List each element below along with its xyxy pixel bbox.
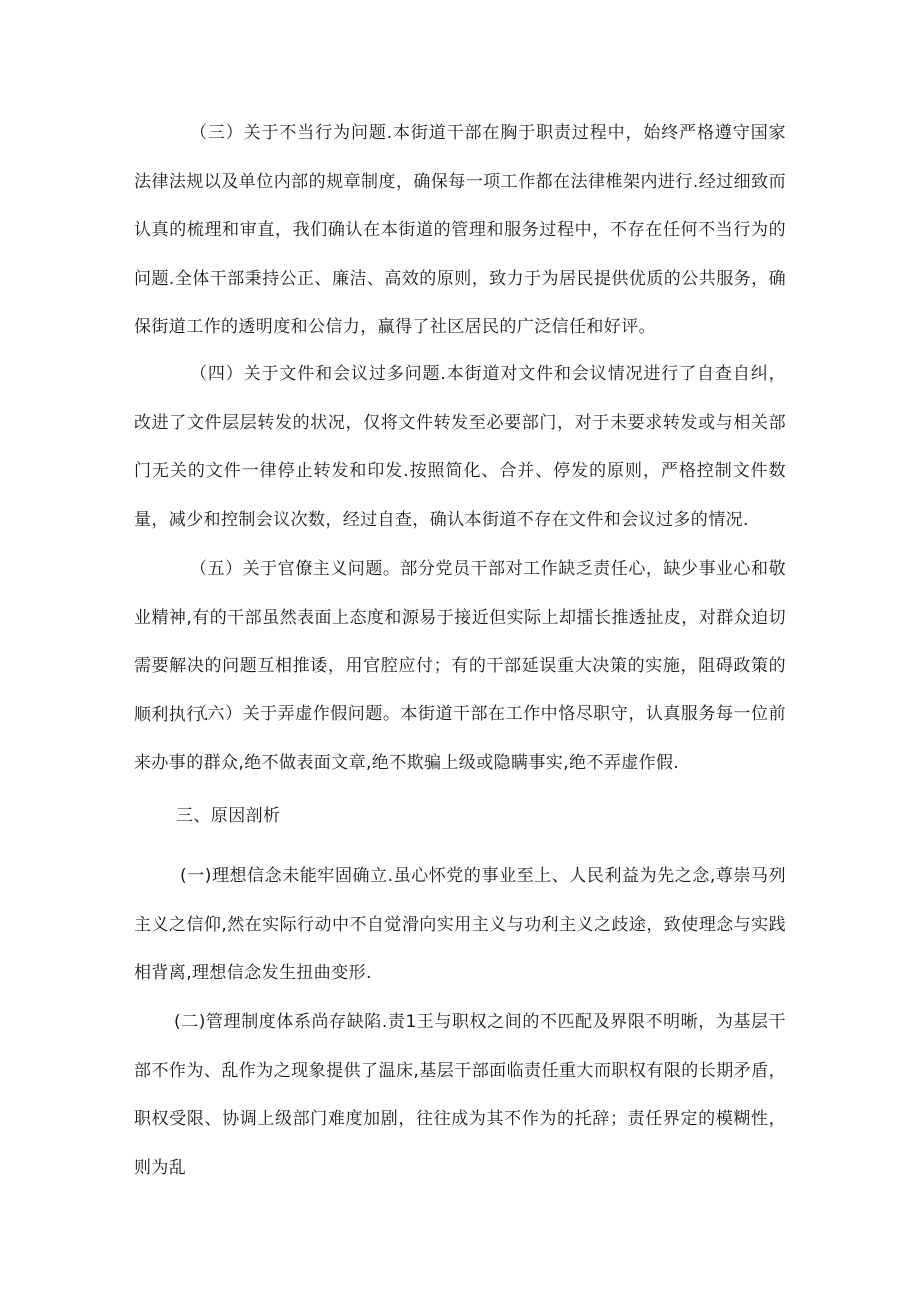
- paragraph-fraud: （六）关于弄虚作假问题。本街道干部在工作中恪尽职守，认真服务每一位前来办事的群众,绝不做表面文章,绝不欺骗上级或隐瞒事实,绝不弄虚作假.: [134, 704, 786, 773]
- paragraph-bureaucracy: （五）关于官僚主义问题。部分党员干部对工作缺乏责任心，缺少事业心和敬业精神,有的干部虽然表面上态度和源易于接近但实际上却擂长推透扯皮，对群众迫切需要解决的问题互相推诿，用官腔应付；有的干部延误重大决策的实施，阻碍政策的顺利执行.: [134, 559, 786, 725]
- section-heading: 三、原因剖析: [176, 806, 281, 826]
- paragraph-management-system: (二)管理制度体系尚存缺陷.责1王与职权之间的不匹配及界限不明晰，为基层干部不作为、乱作为之现象提供了温床,基层干部面临责任重大而职权有限的长期矛盾，职权受限、协调上级部门难度加剧，往往成为其不作为的托辞；责任界定的模糊性，则为乱: [134, 1012, 786, 1178]
- paragraph-improper-conduct: （三）关于不当行为问题.本街道干部在胸于职责过程中，始终严格遵守国家法律法规以及单位内部的规章制度，确保每一项工作都在法律椎架内进行.经过细致而认真的梳理和审直，我们确认在本街道的管理和服务过程中，不存在任何不当行为的问题.全体干部秉持公正、廉洁、高效的原则，致力于为居民提供优质的公共服务，确保街道工作的透明度和公信力，赢得了社区居民的广泛信任和好评。: [134, 123, 786, 338]
- paragraph-documents-meetings: （四）关于文件和会议过多问题.本街道对文件和会议情况进行了自查自纠，改进了文件层层转发的状况，仅将文件转发至必要部门，对于未要求转发或与相关部门无关的文件一律停止转发和印发.按照简化、合并、停发的原则，严格控制文件数量，减少和控制会议次数，经过自查，确认本街道不存在文件和会议过多的情况.: [134, 364, 786, 530]
- paragraph-ideals: (一)理想信念未能牢固确立.虽心怀党的事业至上、人民利益为先之念,尊崇马列主义之信仰,然在实际行动中不自觉滑向实用主义与功利主义之歧途，致使理念与实践相背离,理想信念发生扭曲变形.: [134, 866, 786, 984]
